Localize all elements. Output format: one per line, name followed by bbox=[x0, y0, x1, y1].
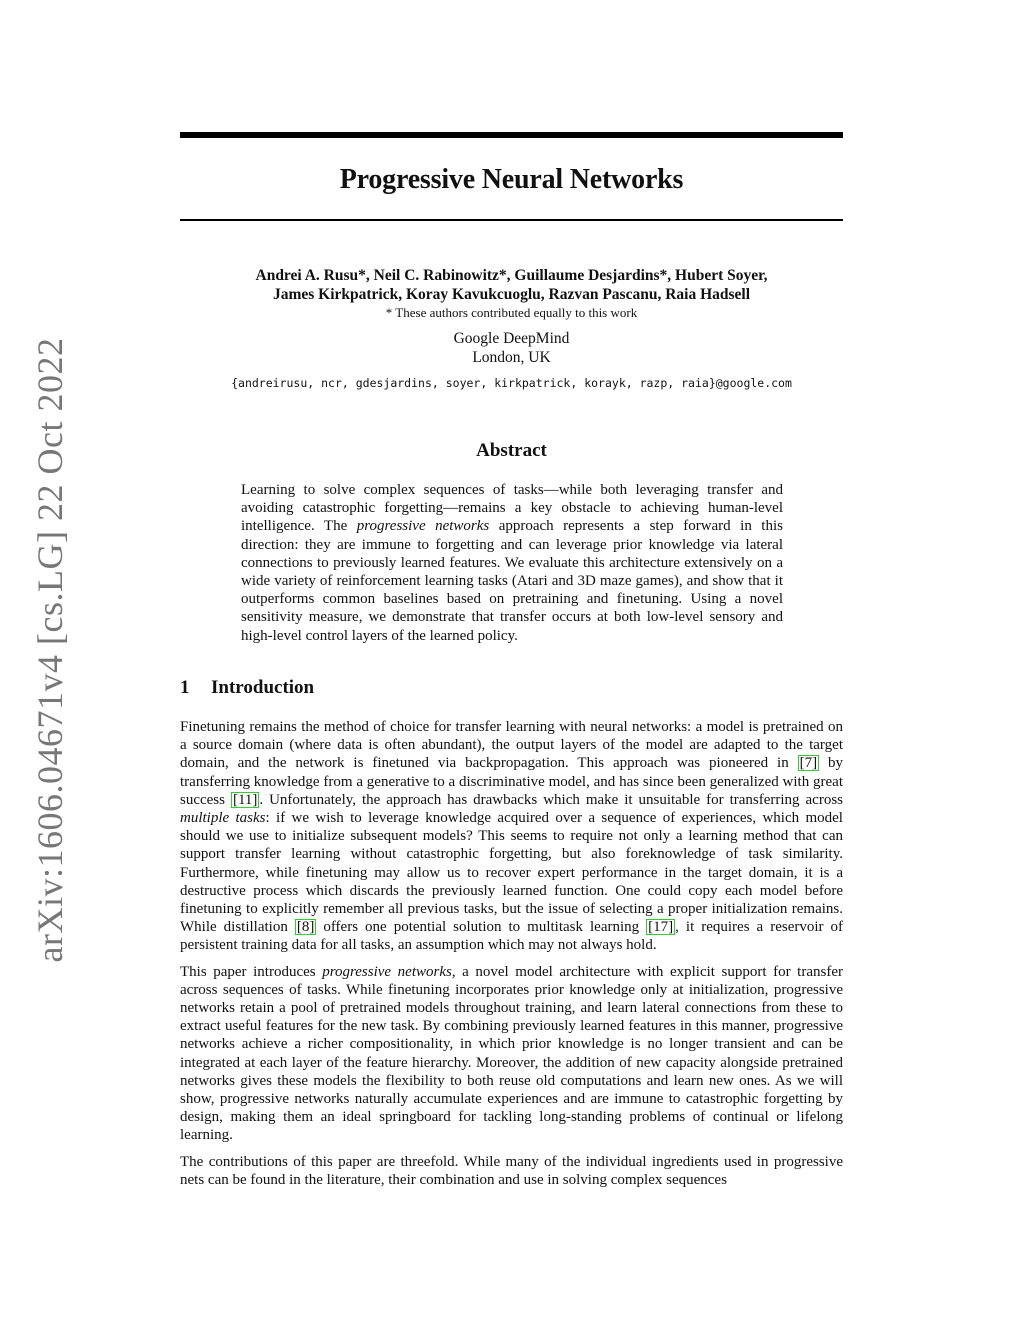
paragraph-emphasis: multiple tasks bbox=[180, 810, 266, 827]
paragraph-text: offers one potential solution to multitask learning bbox=[316, 919, 647, 936]
paragraph bbox=[180, 963, 843, 1145]
paragraph bbox=[180, 718, 843, 955]
author-line-2: James Kirkpatrick, Koray Kavukcuoglu, Razvan Pascanu, Raia Hadsell bbox=[272, 286, 751, 303]
section-heading bbox=[180, 676, 843, 700]
affiliation-location: London, UK bbox=[472, 349, 551, 366]
section-title: Introduction bbox=[211, 677, 315, 698]
abstract-heading: Abstract bbox=[476, 440, 547, 461]
paragraph-emphasis: progressive networks bbox=[322, 963, 452, 980]
author-emails: {andreirusu, ncr, gdesjardins, soyer, kirkpatrick, korayk, razp, raia}@google.com bbox=[231, 376, 792, 390]
section-number: 1 bbox=[180, 677, 190, 698]
citation-link[interactable]: [17] bbox=[648, 919, 674, 936]
citation-link[interactable]: [7] bbox=[799, 755, 818, 772]
abstract-body bbox=[241, 481, 783, 645]
author-line-1: Andrei A. Rusu*, Neil C. Rabinowitz*, Guillaume Desjardins*, Hubert Soyer, bbox=[255, 267, 768, 284]
abstract-text: approach represents a step forward in this direction: they are immune to forgetting and can leverage prior knowledge via lateral connections to previously learned features. We evaluate this architecture extensively on a wide variety of reinforcement learning tasks (Atari and 3D maze games), and show that it outperforms common baselines based on pretraining and finetuning. Using a novel sensitivity measure, we demonstrate that transfer occurs at both low-level sensory and high-level control layers of the learned policy. bbox=[241, 518, 783, 644]
affiliation bbox=[180, 329, 843, 367]
paragraph-text: This paper introduces bbox=[180, 963, 323, 980]
affiliation-org: Google DeepMind bbox=[453, 330, 570, 347]
paragraph-text: . Unfortunately, the approach has drawbacks which make it unsuitable for transferring across bbox=[259, 791, 843, 808]
paragraph-text: by transferring knowledge from a generative to a discriminative model, and has since been generalized with great success bbox=[180, 755, 844, 808]
paragraph-text: , a novel model architecture with explicit support for transfer across sequences of tasks. While finetuning incorporates prior knowledge only at initialization, progressive networks retain a pool of pretrained models throughout training, and learn lateral connections from these to extract useful features for the new task. By combining previously learned features in this manner, progressive networks achieve a richer compositionality, in which prior knowledge is no longer transient and can be integrated at each layer of the feature hierarchy. Moreover, the addition of new capacity alongside pretrained networks gives these models the flexibility to both reuse old computations and learn new ones. As we will show, progressive networks naturally accumulate experiences and are immune to catastrophic forgetting by design, making them an ideal springboard for tackling long-standing problems of continual or lifelong learning. bbox=[180, 963, 843, 1144]
paper-title: Progressive Neural Networks bbox=[339, 164, 684, 195]
abstract-emphasis: progressive networks bbox=[356, 518, 490, 535]
arxiv-side-stamp: arXiv:1606.04671v4 [cs.LG] 22 Oct 2022 bbox=[30, 337, 70, 963]
title-top-rule bbox=[180, 132, 843, 138]
paragraph-text: , it requires a reservoir of persistent training data for all tasks, an assumption which may not always hold. bbox=[180, 919, 843, 954]
paragraph: The contributions of this paper are threefold. While many of the individual ingredients used in progressive nets can be found in the literature, their combination and use in solving complex sequences bbox=[180, 1153, 843, 1188]
equal-contribution-note: * These authors contributed equally to this work bbox=[385, 305, 638, 320]
author-list bbox=[160, 266, 863, 304]
citation-link[interactable]: [11] bbox=[232, 791, 258, 808]
title-bottom-rule bbox=[180, 219, 843, 221]
paragraph-text: Finetuning remains the method of choice for transfer learning with neural networks: a model is pretrained on a source domain (where data is often abundant), the output layers of the model are adapted to the target domain, and the network is finetuned via backpropagation. This approach was pioneered in bbox=[180, 719, 843, 772]
paragraph-text: : if we wish to leverage knowledge acquired over a sequence of experiences, which model should we use to initialize subsequent models? This seems to require not only a learning method that can support transfer learning without catastrophic forgetting, but also foreknowledge of task similarity. Furthermore, while finetuning may allow us to recover expert performance in the target domain, it is a destructive process which discards the previously learned function. One could copy each model before finetuning to explicitly remember all previous tasks, but the issue of selecting a proper initialization remains. While distillation bbox=[180, 810, 843, 936]
section-body bbox=[180, 718, 843, 1197]
abstract-text: Learning to solve complex sequences of tasks—while both leveraging transfer and avoiding catastrophic forgetting—remains a key obstacle to achieving human-level intelligence. The bbox=[241, 482, 783, 535]
citation-link[interactable]: [8] bbox=[296, 919, 315, 936]
